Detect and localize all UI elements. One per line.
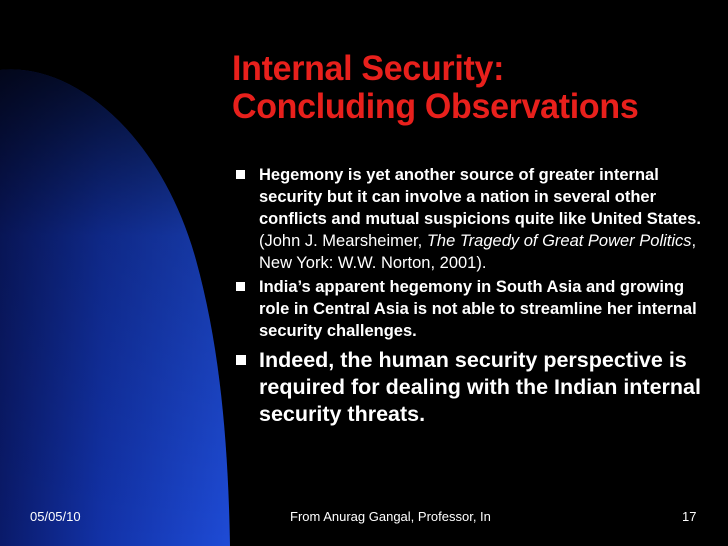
square-bullet-icon bbox=[236, 355, 246, 365]
citation-prefix: (John J. Mearsheimer, bbox=[259, 232, 427, 250]
bullet-text: Indeed, the human security perspective is required for dealing with the Indian internal security threats. bbox=[259, 348, 701, 426]
citation-book-title: The Tragedy of Great Power Politics bbox=[426, 232, 692, 250]
bullet-item bbox=[234, 347, 708, 428]
citation-suffix: , New York: W.W. Norton, 2001). bbox=[259, 232, 697, 272]
footer-page-number: 17 bbox=[682, 509, 697, 524]
bullet-text: India’s apparent hegemony in South Asia and growing role in Central Asia is not able to streamline her internal security challenges. bbox=[259, 278, 697, 340]
bullet-item bbox=[234, 164, 708, 274]
slide-title-line-1: Internal Security: bbox=[232, 49, 505, 88]
square-bullet-icon bbox=[236, 170, 245, 179]
bullet-text: Hegemony is yet another source of greater internal security but it can involve a nation in several other conflicts and mutual suspicions quite like United States. bbox=[259, 166, 701, 228]
slide-title bbox=[232, 50, 698, 126]
bullet-item bbox=[234, 276, 708, 342]
footer-date: 05/05/10 bbox=[30, 509, 81, 524]
square-bullet-icon bbox=[236, 282, 245, 291]
bullet-list bbox=[234, 164, 708, 428]
slide-title-line-2: Concluding Observations bbox=[232, 87, 639, 126]
footer-author: From Anurag Gangal, Professor, In bbox=[290, 509, 491, 524]
